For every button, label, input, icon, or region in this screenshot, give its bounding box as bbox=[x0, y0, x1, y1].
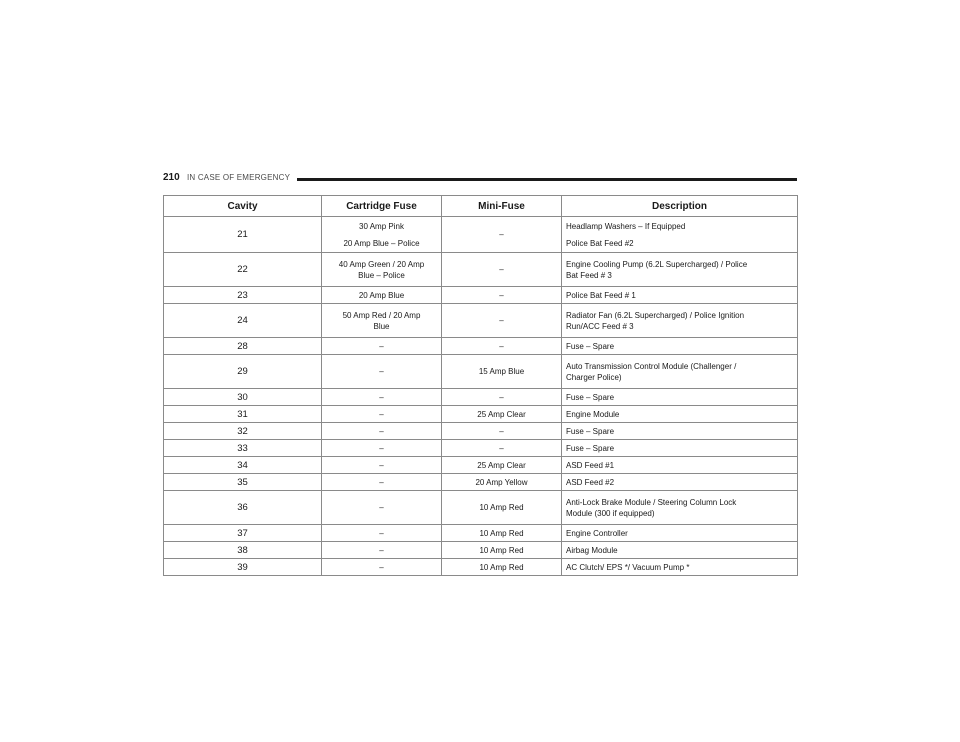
cartridge-fuse-cell-line: Blue bbox=[373, 321, 390, 331]
description-cell bbox=[562, 457, 798, 474]
cartridge-fuse-cell-line: – bbox=[379, 341, 384, 351]
table-row bbox=[164, 253, 798, 287]
fuse-table bbox=[163, 195, 798, 576]
description-cell bbox=[562, 304, 798, 338]
column-header-description: Description bbox=[562, 196, 798, 217]
mini-fuse-cell bbox=[442, 457, 562, 474]
description-cell bbox=[562, 423, 798, 440]
mini-fuse-cell bbox=[442, 491, 562, 525]
description-cell-line: Charger Police) bbox=[566, 372, 622, 382]
column-header-cavity: Cavity bbox=[164, 196, 322, 217]
section-title: IN CASE OF EMERGENCY bbox=[187, 173, 291, 182]
description-cell bbox=[562, 389, 798, 406]
cartridge-fuse-cell-line: 40 Amp Green / 20 Amp bbox=[338, 259, 425, 269]
mini-fuse-cell bbox=[442, 287, 562, 304]
mini-fuse-cell bbox=[442, 474, 562, 491]
cavity-cell: 33 bbox=[164, 440, 322, 457]
table-row bbox=[164, 287, 798, 304]
cartridge-fuse-cell-line: – bbox=[379, 392, 384, 402]
mini-fuse-cell-line: 25 Amp Clear bbox=[477, 460, 526, 470]
description-cell-line: ASD Feed #2 bbox=[566, 477, 615, 487]
mini-fuse-cell-line: – bbox=[499, 265, 504, 274]
mini-fuse-cell bbox=[442, 559, 562, 576]
mini-fuse-cell bbox=[442, 525, 562, 542]
cavity-cell: 30 bbox=[164, 389, 322, 406]
header-rule bbox=[297, 178, 797, 181]
description-cell bbox=[562, 525, 798, 542]
page-header bbox=[163, 172, 797, 186]
cartridge-fuse-cell bbox=[322, 355, 442, 389]
cartridge-fuse-cell-line: 20 Amp Blue bbox=[358, 290, 405, 300]
cartridge-fuse-cell bbox=[322, 406, 442, 423]
description-cell bbox=[562, 355, 798, 389]
cavity-cell: 35 bbox=[164, 474, 322, 491]
cartridge-fuse-cell-line: 50 Amp Red / 20 Amp bbox=[342, 310, 421, 320]
cartridge-fuse-cell bbox=[322, 217, 442, 253]
cavity-cell: 31 bbox=[164, 406, 322, 423]
table-row bbox=[164, 525, 798, 542]
description-cell-line: ASD Feed #1 bbox=[566, 460, 615, 470]
cartridge-fuse-cell bbox=[322, 457, 442, 474]
cartridge-fuse-cell bbox=[322, 542, 442, 559]
description-cell-line: Engine Controller bbox=[566, 528, 628, 538]
cartridge-fuse-cell-line: 20 Amp Blue – Police bbox=[343, 238, 420, 248]
mini-fuse-cell bbox=[442, 304, 562, 338]
mini-fuse-cell-line: 10 Amp Red bbox=[479, 503, 524, 512]
mini-fuse-cell-line: – bbox=[499, 290, 504, 300]
description-cell bbox=[562, 338, 798, 355]
mini-fuse-cell bbox=[442, 423, 562, 440]
mini-fuse-cell bbox=[442, 338, 562, 355]
description-cell bbox=[562, 491, 798, 525]
description-cell bbox=[562, 542, 798, 559]
mini-fuse-cell-line: – bbox=[499, 426, 504, 436]
mini-fuse-cell-line: 10 Amp Red bbox=[479, 562, 524, 572]
description-cell-line: Fuse – Spare bbox=[566, 392, 615, 402]
cartridge-fuse-cell bbox=[322, 253, 442, 287]
description-cell bbox=[562, 406, 798, 423]
mini-fuse-cell-line: 20 Amp Yellow bbox=[475, 477, 528, 487]
cartridge-fuse-cell bbox=[322, 423, 442, 440]
mini-fuse-cell bbox=[442, 389, 562, 406]
table-row bbox=[164, 304, 798, 338]
description-cell-line: Auto Transmission Control Module (Challenger / bbox=[566, 361, 737, 371]
cartridge-fuse-cell-line: – bbox=[379, 443, 384, 453]
table-row bbox=[164, 474, 798, 491]
cavity-cell: 24 bbox=[164, 304, 322, 338]
cartridge-fuse-cell bbox=[322, 491, 442, 525]
description-cell-line: Police Bat Feed #2 bbox=[566, 238, 634, 248]
cartridge-fuse-cell-line: Blue – Police bbox=[358, 270, 405, 280]
description-cell-line: Police Bat Feed # 1 bbox=[566, 290, 636, 300]
description-cell bbox=[562, 559, 798, 576]
description-cell-line: Run/ACC Feed # 3 bbox=[566, 321, 634, 331]
column-header-mini-fuse: Mini-Fuse bbox=[442, 196, 562, 217]
cartridge-fuse-cell-line: – bbox=[379, 367, 384, 376]
cavity-cell: 22 bbox=[164, 253, 322, 287]
cavity-cell: 38 bbox=[164, 542, 322, 559]
table-row bbox=[164, 217, 798, 253]
cartridge-fuse-cell bbox=[322, 559, 442, 576]
table-row bbox=[164, 423, 798, 440]
description-cell-line: Fuse – Spare bbox=[566, 341, 615, 351]
cavity-cell: 37 bbox=[164, 525, 322, 542]
description-cell-line: Airbag Module bbox=[566, 545, 618, 555]
description-cell-line: Fuse – Spare bbox=[566, 426, 615, 436]
cavity-cell: 28 bbox=[164, 338, 322, 355]
description-cell-line: Bat Feed # 3 bbox=[566, 270, 612, 280]
cartridge-fuse-cell-line: – bbox=[379, 477, 384, 487]
cartridge-fuse-cell-line: – bbox=[379, 409, 384, 419]
table-row bbox=[164, 338, 798, 355]
mini-fuse-cell-line: 25 Amp Clear bbox=[477, 409, 526, 419]
description-cell-line: Radiator Fan (6.2L Supercharged) / Police Ignition bbox=[566, 310, 745, 320]
description-cell-line: AC Clutch/ EPS */ Vacuum Pump * bbox=[566, 562, 690, 572]
mini-fuse-cell-line: 10 Amp Red bbox=[479, 545, 524, 555]
mini-fuse-cell bbox=[442, 355, 562, 389]
table-row bbox=[164, 406, 798, 423]
description-cell-line: Engine Cooling Pump (6.2L Supercharged) / Police bbox=[566, 259, 748, 269]
mini-fuse-cell-line: 10 Amp Red bbox=[479, 528, 524, 538]
description-cell bbox=[562, 287, 798, 304]
description-cell-line: Anti-Lock Brake Module / Steering Column Lock bbox=[566, 497, 737, 507]
cartridge-fuse-cell bbox=[322, 389, 442, 406]
cavity-cell: 29 bbox=[164, 355, 322, 389]
cavity-cell: 32 bbox=[164, 423, 322, 440]
mini-fuse-cell bbox=[442, 406, 562, 423]
cartridge-fuse-cell bbox=[322, 440, 442, 457]
mini-fuse-cell bbox=[442, 440, 562, 457]
cavity-cell: 21 bbox=[164, 217, 322, 253]
description-cell-line: Engine Module bbox=[566, 409, 620, 419]
mini-fuse-cell-line: – bbox=[499, 392, 504, 402]
table-row bbox=[164, 389, 798, 406]
table-row bbox=[164, 542, 798, 559]
cartridge-fuse-cell bbox=[322, 525, 442, 542]
description-cell bbox=[562, 474, 798, 491]
column-header-cartridge-fuse: Cartridge Fuse bbox=[322, 196, 442, 217]
fuse-table-body bbox=[164, 217, 798, 576]
description-cell bbox=[562, 440, 798, 457]
cavity-cell: 23 bbox=[164, 287, 322, 304]
description-cell bbox=[562, 253, 798, 287]
cavity-cell: 34 bbox=[164, 457, 322, 474]
cartridge-fuse-cell bbox=[322, 474, 442, 491]
cartridge-fuse-cell bbox=[322, 287, 442, 304]
cartridge-fuse-cell-line: – bbox=[379, 503, 384, 512]
cartridge-fuse-cell-line: – bbox=[379, 562, 384, 572]
mini-fuse-cell bbox=[442, 542, 562, 559]
mini-fuse-cell bbox=[442, 253, 562, 287]
description-cell bbox=[562, 217, 798, 253]
cartridge-fuse-cell bbox=[322, 338, 442, 355]
description-cell-line: Module (300 if equipped) bbox=[566, 508, 655, 518]
cartridge-fuse-cell-line: 30 Amp Pink bbox=[359, 221, 404, 231]
page-number: 210 bbox=[163, 172, 180, 183]
mini-fuse-cell bbox=[442, 217, 562, 253]
cavity-cell: 36 bbox=[164, 491, 322, 525]
table-header-row bbox=[164, 196, 798, 217]
cartridge-fuse-cell-line: – bbox=[379, 545, 384, 555]
table-row bbox=[164, 559, 798, 576]
mini-fuse-cell-line: – bbox=[499, 230, 504, 239]
table-row bbox=[164, 440, 798, 457]
table-row bbox=[164, 491, 798, 525]
description-cell-line: Fuse – Spare bbox=[566, 443, 615, 453]
table-row bbox=[164, 355, 798, 389]
cavity-cell: 39 bbox=[164, 559, 322, 576]
table-row bbox=[164, 457, 798, 474]
mini-fuse-cell-line: – bbox=[499, 443, 504, 453]
cartridge-fuse-cell-line: – bbox=[379, 528, 384, 538]
mini-fuse-cell-line: – bbox=[499, 316, 504, 325]
cartridge-fuse-cell-line: – bbox=[379, 460, 384, 470]
cartridge-fuse-cell bbox=[322, 304, 442, 338]
description-cell-line: Headlamp Washers – If Equipped bbox=[566, 221, 686, 231]
mini-fuse-cell-line: 15 Amp Blue bbox=[478, 367, 525, 376]
mini-fuse-cell-line: – bbox=[499, 341, 504, 351]
cartridge-fuse-cell-line: – bbox=[379, 426, 384, 436]
